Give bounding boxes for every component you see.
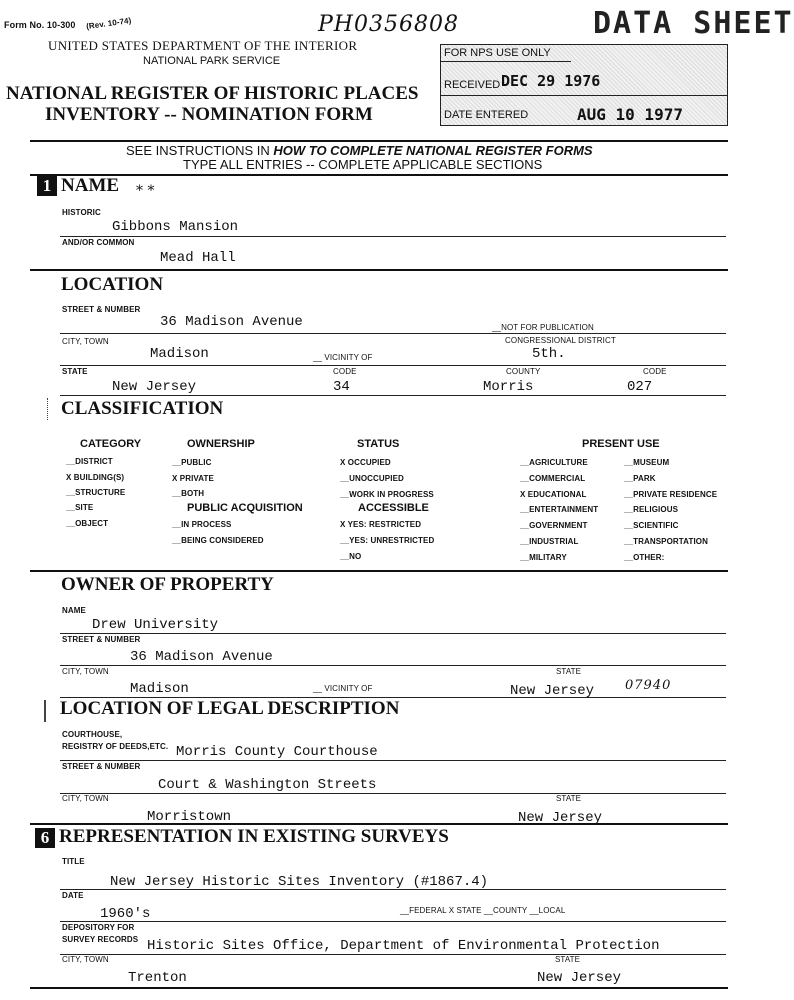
use-industrial: __INDUSTRIAL (520, 537, 579, 546)
nps-use-box (440, 44, 728, 126)
survey-title-label: TITLE (62, 857, 85, 866)
use-private-residence: __PRIVATE RESIDENCE (624, 490, 718, 499)
survey-date-value: 1960's (100, 906, 151, 922)
date-entered-value: AUG 10 1977 (577, 105, 683, 124)
use-transportation: __TRANSPORTATION (624, 537, 708, 546)
use-religious: __RELIGIOUS (624, 505, 679, 514)
service-name: NATIONAL PARK SERVICE (143, 55, 281, 67)
date-entered-label: DATE ENTERED (444, 109, 529, 121)
common-name-value: Mead Hall (160, 250, 236, 266)
survey-title-value: New Jersey Historic Sites Inventory (#1867.4) (110, 874, 489, 890)
section-title-classification: CLASSIFICATION (61, 398, 224, 419)
accessible-unrestricted: __YES: UNRESTRICTED (340, 536, 435, 545)
survey-city-label: CITY, TOWN (62, 955, 109, 964)
form-number: Form No. 10-300 (4, 20, 76, 30)
section-title-legal-description: LOCATION OF LEGAL DESCRIPTION (60, 698, 400, 719)
survey-city-value: Trenton (128, 970, 187, 986)
survey-records-label: SURVEY RECORDS (62, 935, 139, 944)
handwritten-stars: * * (136, 183, 155, 199)
public-acquisition-heading: PUBLIC ACQUISITION (187, 502, 303, 514)
owner-city-value: Madison (130, 681, 189, 697)
category-site: __SITE (66, 503, 94, 512)
ownership-private: X PRIVATE (172, 474, 214, 483)
data-sheet-stamp: DATA SHEET (593, 6, 794, 41)
city-label: CITY, TOWN (62, 337, 109, 346)
county-code-label: CODE (643, 367, 667, 376)
category-district: __DISTRICT (66, 457, 113, 466)
county-label: COUNTY (506, 367, 541, 376)
county-code-value: 027 (627, 379, 653, 395)
status-heading: STATUS (357, 438, 400, 450)
common-name-label: AND/OR COMMON (62, 238, 135, 247)
ownership-both: __BOTH (172, 489, 205, 498)
survey-date-label: DATE (62, 891, 84, 900)
owner-street-value: 36 Madison Avenue (130, 649, 273, 665)
owner-street-label: STREET & NUMBER (62, 635, 141, 644)
present-use-heading: PRESENT USE (582, 438, 660, 450)
section-title-name: NAME (61, 175, 120, 196)
county-value: Morris (483, 379, 534, 395)
depository-value: Historic Sites Office, Department of Environmental Protection (147, 938, 660, 954)
survey-state-value: New Jersey (537, 970, 622, 986)
accessible-no: __NO (340, 552, 362, 561)
legal-state-label: STATE (556, 794, 582, 803)
status-occupied: X OCCUPIED (340, 458, 391, 467)
courthouse-label: COURTHOUSE, (62, 730, 123, 739)
section-title-owner: OWNER OF PROPERTY (61, 574, 274, 595)
owner-state-label: STATE (556, 667, 582, 676)
code-label: CODE (333, 367, 357, 376)
courthouse-value: Morris County Courthouse (176, 744, 378, 760)
state-label: STATE (62, 367, 88, 376)
status-work-in-progress: __WORK IN PROGRESS (340, 490, 434, 499)
survey-levels: __FEDERAL X STATE __COUNTY __LOCAL (400, 906, 566, 915)
congressional-label: CONGRESSIONAL DISTRICT (505, 336, 616, 345)
category-object: __OBJECT (66, 519, 109, 528)
section-title-location: LOCATION (61, 274, 164, 295)
category-structure: __STRUCTURE (66, 488, 126, 497)
congressional-value: 5th. (532, 346, 566, 362)
acquisition-in-process: __IN PROCESS (172, 520, 232, 529)
accessible-heading: ACCESSIBLE (358, 502, 429, 514)
received-date: DEC 29 1976 (501, 72, 601, 90)
use-museum: __MUSEUM (624, 458, 670, 467)
instructions-line1: SEE INSTRUCTIONS IN HOW TO COMPLETE NATIONAL REGISTER FORMS (126, 143, 593, 158)
owner-state-value: New Jersey (510, 683, 595, 699)
owner-name-label: NAME (62, 606, 86, 615)
legal-city-label: CITY, TOWN (62, 794, 109, 803)
use-scientific: __SCIENTIFIC (624, 521, 679, 530)
vicinity-of: __ VICINITY OF (313, 353, 373, 362)
handwritten-id: PH0356808 (318, 12, 459, 37)
owner-vicinity-of: __ VICINITY OF (313, 684, 373, 693)
form-title-line2: INVENTORY -- NOMINATION FORM (45, 104, 373, 125)
nps-use-label: FOR NPS USE ONLY (444, 47, 551, 59)
use-park: __PARK (624, 474, 656, 483)
not-for-publication: __NOT FOR PUBLICATION (492, 323, 594, 332)
use-other: __OTHER: (624, 553, 665, 562)
city-value: Madison (150, 346, 209, 362)
department-name: UNITED STATES DEPARTMENT OF THE INTERIOR (48, 38, 358, 53)
historic-name-value: Gibbons Mansion (112, 219, 239, 235)
street-value: 36 Madison Avenue (160, 314, 303, 330)
form-title-line1: NATIONAL REGISTER OF HISTORIC PLACES (6, 83, 419, 104)
use-commercial: __COMMERCIAL (520, 474, 586, 483)
section-title-surveys: REPRESENTATION IN EXISTING SURVEYS (59, 826, 449, 847)
use-agriculture: __AGRICULTURE (520, 458, 588, 467)
depository-label: DEPOSITORY FOR (62, 923, 135, 932)
use-entertainment: __ENTERTAINMENT (520, 505, 599, 514)
use-military: __MILITARY (520, 553, 567, 562)
state-value: New Jersey (112, 379, 197, 395)
state-code-value: 34 (333, 379, 350, 395)
legal-street-label: STREET & NUMBER (62, 762, 141, 771)
category-buildings: X BUILDING(S) (66, 473, 125, 482)
survey-state-label: STATE (555, 955, 581, 964)
acquisition-being-considered: __BEING CONSIDERED (172, 536, 264, 545)
accessible-restricted: X YES: RESTRICTED (340, 520, 422, 529)
ownership-heading: OWNERSHIP (187, 438, 255, 450)
ownership-public: __PUBLIC (172, 458, 212, 467)
form-revision: (Rev. 10-74) (85, 15, 132, 32)
use-educational: X EDUCATIONAL (520, 490, 587, 499)
street-label: STREET & NUMBER (62, 305, 141, 314)
legal-state-value: New Jersey (518, 810, 603, 826)
instructions-line2: TYPE ALL ENTRIES -- COMPLETE APPLICABLE SECTIONS (183, 157, 543, 172)
legal-city-value: Morristown (147, 809, 232, 825)
owner-name-value: Drew University (92, 617, 219, 633)
received-label: RECEIVED (444, 79, 501, 91)
use-government: __GOVERNMENT (520, 521, 588, 530)
registry-label: REGISTRY OF DEEDS,ETC. (62, 742, 169, 751)
historic-label: HISTORIC (62, 208, 101, 217)
status-unoccupied: __UNOCCUPIED (340, 474, 404, 483)
section-number-1: 1 (37, 176, 57, 196)
section-number-6: 6 (35, 828, 55, 848)
owner-city-label: CITY, TOWN (62, 667, 109, 676)
category-heading: CATEGORY (80, 438, 142, 450)
legal-street-value: Court & Washington Streets (158, 777, 377, 793)
handwritten-zip: 07940 (625, 678, 672, 693)
